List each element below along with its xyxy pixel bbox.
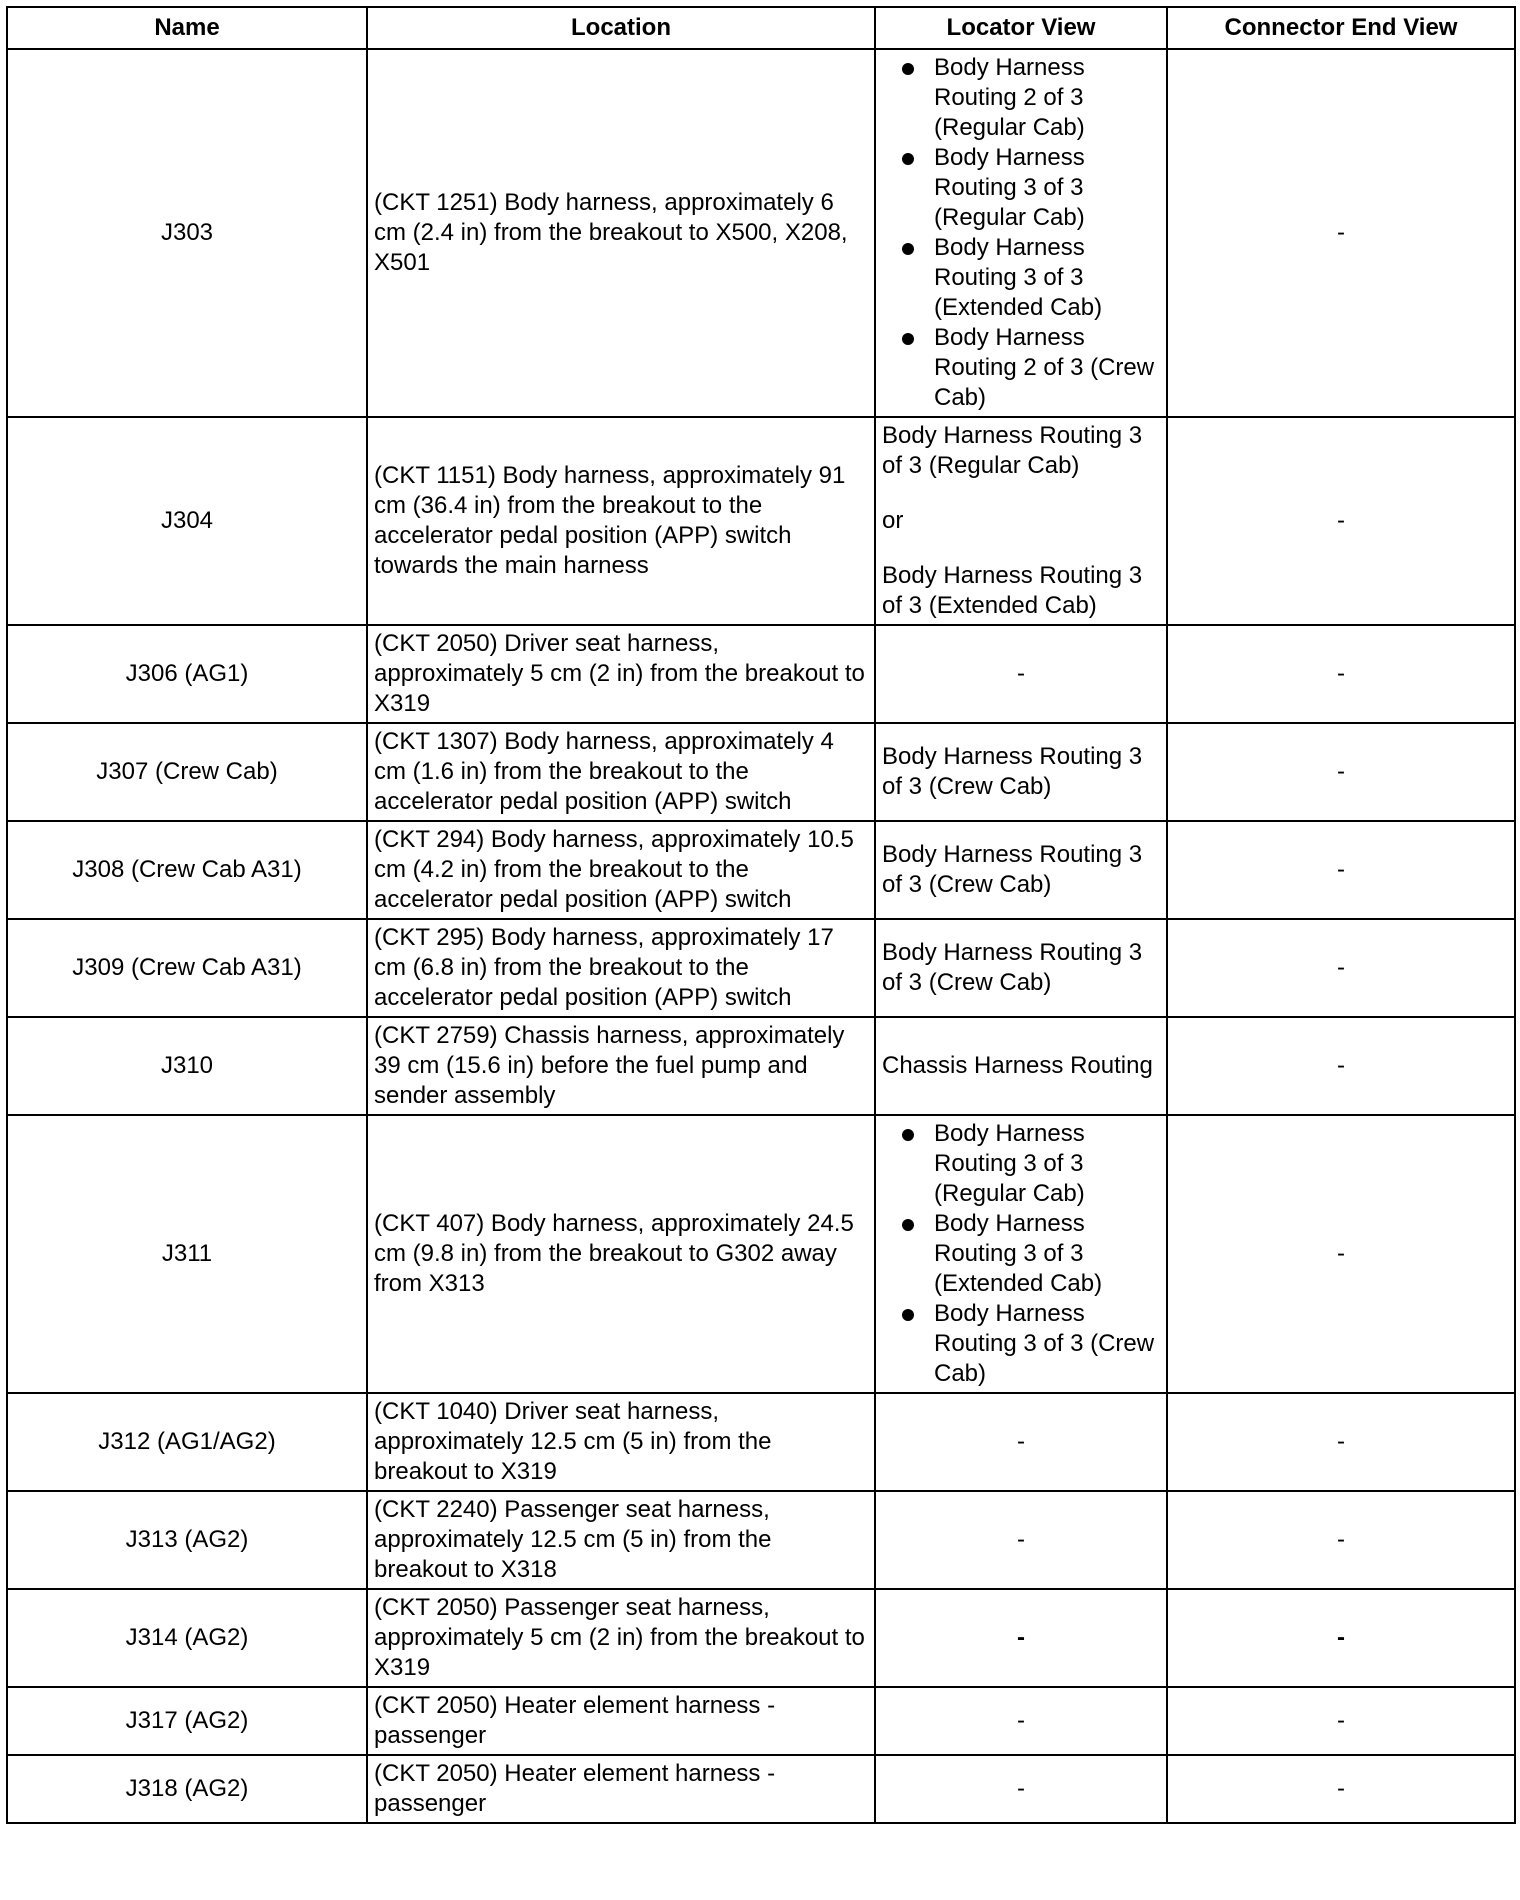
splice-location: (CKT 294) Body harness, approximately 10.5 cm (4.2 in) from the breakout to the accelerator pedal position (APP) switch	[367, 821, 875, 919]
locator-view	[875, 1115, 1167, 1393]
locator-view-list	[882, 1119, 1160, 1389]
locator-view-link[interactable]: Body Harness Routing 3 of 3 (Regular Cab)	[882, 143, 1160, 233]
locator-view-link[interactable]: Chassis Harness Routing	[875, 1017, 1167, 1115]
splice-location: (CKT 1151) Body harness, approximately 91 cm (36.4 in) from the breakout to the accelerator pedal position (APP) switch towards the main harness	[367, 417, 875, 625]
column-header-location: Location	[367, 7, 875, 49]
table-row	[7, 1491, 1515, 1589]
connector-end-view: -	[1167, 1687, 1515, 1755]
connector-end-view: -	[1167, 919, 1515, 1017]
locator-view: -	[875, 625, 1167, 723]
splice-location: (CKT 2050) Passenger seat harness, approximately 5 cm (2 in) from the breakout to X319	[367, 1589, 875, 1687]
splice-name: J311	[7, 1115, 367, 1393]
locator-view: -	[875, 1755, 1167, 1823]
connector-end-view: -	[1167, 1755, 1515, 1823]
splice-name: J312 (AG1/AG2)	[7, 1393, 367, 1491]
connector-end-view: -	[1167, 1589, 1515, 1687]
connector-end-view: -	[1167, 821, 1515, 919]
locator-view-or: or	[882, 507, 904, 534]
splice-location: (CKT 295) Body harness, approximately 17 cm (6.8 in) from the breakout to the accelerator pedal position (APP) switch	[367, 919, 875, 1017]
locator-view	[875, 49, 1167, 417]
locator-view-link[interactable]: Body Harness Routing 3 of 3 (Crew Cab)	[882, 1299, 1160, 1389]
table-row	[7, 1115, 1515, 1393]
locator-view-link[interactable]: Body Harness Routing 3 of 3 (Extended Cab)	[882, 562, 1143, 619]
splice-name: J310	[7, 1017, 367, 1115]
splice-name: J309 (Crew Cab A31)	[7, 919, 367, 1017]
locator-view-link[interactable]: Body Harness Routing 3 of 3 (Crew Cab)	[875, 919, 1167, 1017]
splice-name: J304	[7, 417, 367, 625]
table-row	[7, 919, 1515, 1017]
connector-end-view: -	[1167, 417, 1515, 625]
splice-location: (CKT 2050) Heater element harness - passenger	[367, 1755, 875, 1823]
table-row	[7, 1687, 1515, 1755]
table-row	[7, 821, 1515, 919]
splice-location: (CKT 2050) Heater element harness - passenger	[367, 1687, 875, 1755]
table-row	[7, 1755, 1515, 1823]
locator-view-link[interactable]: Body Harness Routing 2 of 3 (Crew Cab)	[882, 323, 1160, 413]
table-row	[7, 49, 1515, 417]
locator-view-link[interactable]: Body Harness Routing 3 of 3 (Regular Cab)	[882, 422, 1143, 479]
locator-view-link[interactable]: Body Harness Routing 3 of 3 (Crew Cab)	[875, 723, 1167, 821]
locator-view-link[interactable]: Body Harness Routing 3 of 3 (Regular Cab)	[882, 1119, 1160, 1209]
locator-view-link[interactable]: Body Harness Routing 3 of 3 (Extended Cab)	[882, 1209, 1160, 1299]
connector-end-view: -	[1167, 1393, 1515, 1491]
splice-location: (CKT 1307) Body harness, approximately 4 cm (1.6 in) from the breakout to the accelerator pedal position (APP) switch	[367, 723, 875, 821]
splice-name: J314 (AG2)	[7, 1589, 367, 1687]
locator-view: -	[875, 1491, 1167, 1589]
column-header-connector-end-view: Connector End View	[1167, 7, 1515, 49]
splice-name: J306 (AG1)	[7, 625, 367, 723]
table-row	[7, 417, 1515, 625]
splice-location: (CKT 2759) Chassis harness, approximately 39 cm (15.6 in) before the fuel pump and sender assembly	[367, 1017, 875, 1115]
locator-view: -	[875, 1589, 1167, 1687]
table-header-row	[7, 7, 1515, 49]
locator-view-link[interactable]: Body Harness Routing 3 of 3 (Extended Cab)	[882, 233, 1160, 323]
table-row	[7, 1393, 1515, 1491]
locator-view: -	[875, 1393, 1167, 1491]
column-header-locator-view: Locator View	[875, 7, 1167, 49]
connector-end-view: -	[1167, 723, 1515, 821]
splice-name: J318 (AG2)	[7, 1755, 367, 1823]
connector-end-view: -	[1167, 625, 1515, 723]
locator-view-link[interactable]: Body Harness Routing 2 of 3 (Regular Cab)	[882, 53, 1160, 143]
column-header-name: Name	[7, 7, 367, 49]
splice-location: (CKT 2050) Driver seat harness, approximately 5 cm (2 in) from the breakout to X319	[367, 625, 875, 723]
splice-location-table	[6, 6, 1516, 1824]
table-row	[7, 1017, 1515, 1115]
splice-location: (CKT 407) Body harness, approximately 24.5 cm (9.8 in) from the breakout to G302 away from X313	[367, 1115, 875, 1393]
connector-end-view: -	[1167, 49, 1515, 417]
locator-view-list	[882, 53, 1160, 413]
splice-name: J317 (AG2)	[7, 1687, 367, 1755]
table-row	[7, 723, 1515, 821]
table-row	[7, 625, 1515, 723]
splice-location: (CKT 1251) Body harness, approximately 6 cm (2.4 in) from the breakout to X500, X208, X501	[367, 49, 875, 417]
locator-view-link[interactable]: Body Harness Routing 3 of 3 (Crew Cab)	[875, 821, 1167, 919]
splice-name: J307 (Crew Cab)	[7, 723, 367, 821]
splice-name: J303	[7, 49, 367, 417]
locator-view	[875, 417, 1167, 625]
splice-location: (CKT 2240) Passenger seat harness, approximately 12.5 cm (5 in) from the breakout to X318	[367, 1491, 875, 1589]
splice-name: J313 (AG2)	[7, 1491, 367, 1589]
connector-end-view: -	[1167, 1115, 1515, 1393]
connector-end-view: -	[1167, 1491, 1515, 1589]
table-row	[7, 1589, 1515, 1687]
splice-location: (CKT 1040) Driver seat harness, approximately 12.5 cm (5 in) from the breakout to X319	[367, 1393, 875, 1491]
splice-name: J308 (Crew Cab A31)	[7, 821, 367, 919]
connector-end-view: -	[1167, 1017, 1515, 1115]
locator-view: -	[875, 1687, 1167, 1755]
